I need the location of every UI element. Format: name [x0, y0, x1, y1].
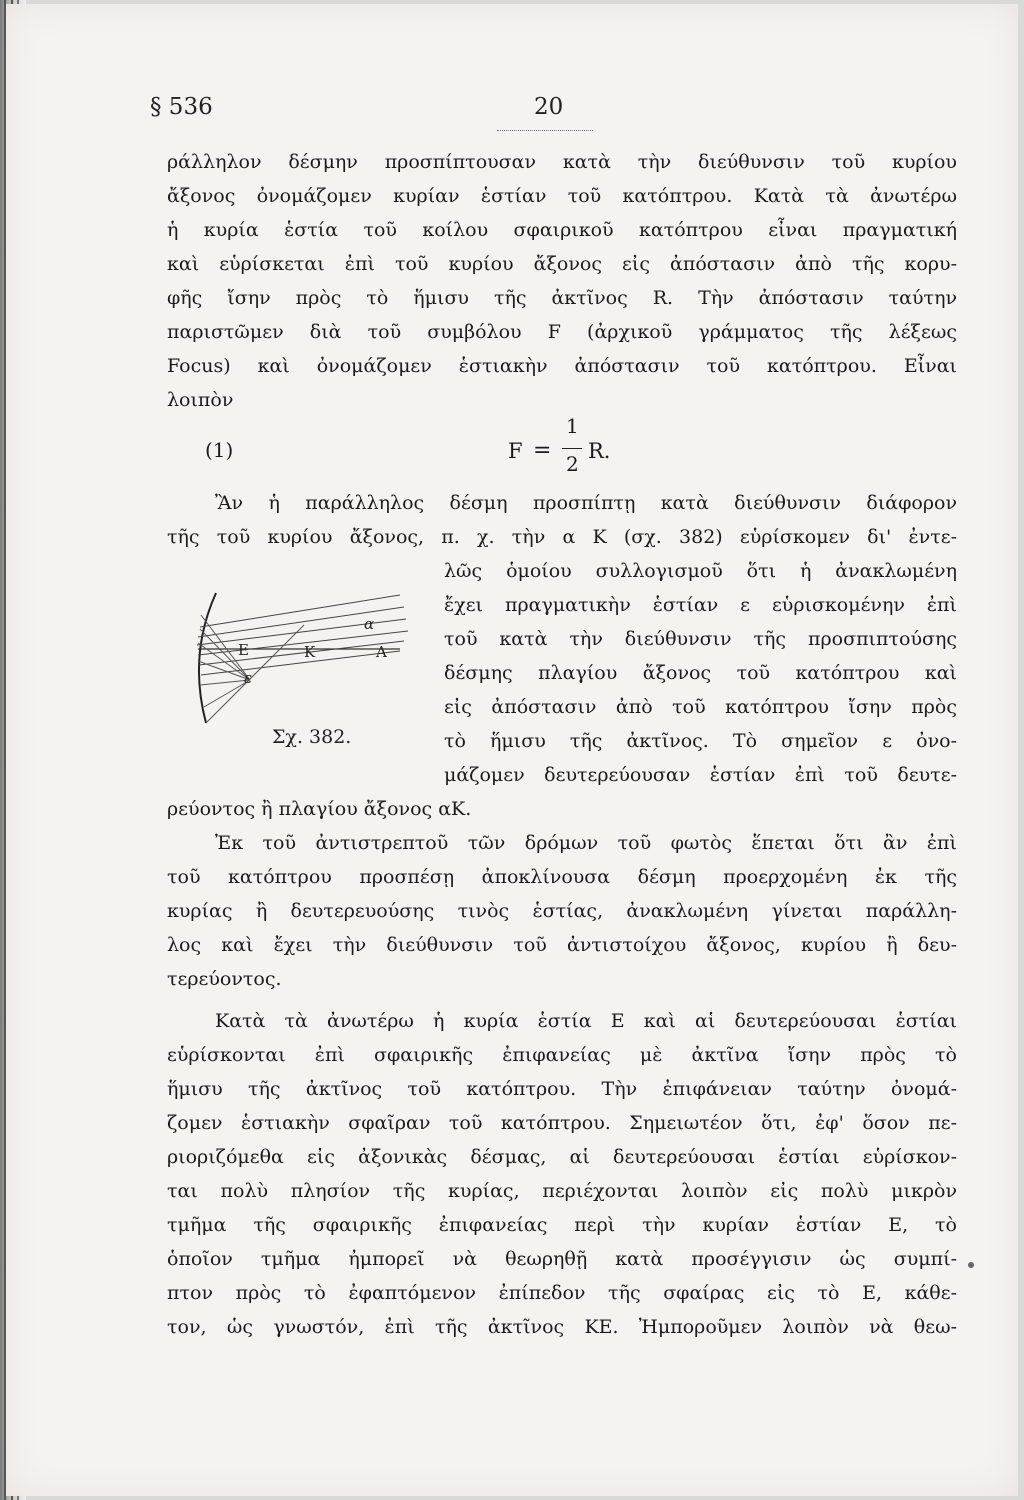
text-line: Ἐκ τοῦ ἀντιστρεπτοῦ τῶν δρόμων τοῦ φωτὸς ἕπεται ὅτι ἂν ἐπὶ: [215, 832, 957, 854]
text-line: τερεύοντος.: [167, 968, 282, 990]
text-line: ρεύοντος ἢ πλαγίου ἄξονος αΚ.: [167, 798, 472, 820]
fraction-denominator: 2: [566, 452, 579, 476]
text-line: εἰς ἀπόστασιν ἀπὸ τοῦ κατόπτρου ἴσην πρὸς: [444, 696, 957, 718]
secondary-axis: [206, 625, 304, 723]
text-line: μάζομεν δευτερεύουσαν ἑστίαν ἐπὶ τοῦ δευτε-: [444, 764, 957, 786]
section-number: § 536: [150, 94, 213, 120]
text-line: τον, ὡς γνωστόν, ἐπὶ τῆς ἀκτῖνος ΚΕ. Ἠμποροῦμεν λοιπὸν νὰ θεω-: [167, 1316, 957, 1338]
equation-lhs: F: [508, 439, 523, 463]
mirror-figure: [186, 585, 422, 735]
text-line: καὶ εὑρίσκεται ἐπὶ τοῦ κυρίου ἄξονος εἰς ἀπόστασιν ἀπὸ τῆς κορυ-: [167, 253, 957, 275]
text-line: δέσμης πλαγίου ἄξονος τοῦ κατόπτρου καὶ: [444, 662, 957, 684]
text-line: τοῦ κατόπτρου προσπέσῃ ἀποκλίνουσα δέσμη προερχομένη ἐκ τῆς: [167, 866, 957, 888]
figure-caption: Σχ. 382.: [272, 726, 352, 748]
text-line: Ἂν ἡ παράλληλος δέσμη προσπίπτῃ κατὰ διεύθυνσιν διάφορον: [215, 492, 957, 514]
page-header: [0, 94, 1024, 134]
text-line: Κατὰ τὰ ἀνωτέρω ἡ κυρία ἑστία Ε καὶ αἱ δευτερεύουσαι ἑστίαι: [215, 1010, 957, 1032]
text-line: τὸ ἥμισυ τῆς ἀκτῖνος. Τὸ σημεῖον ε ὀνο-: [444, 730, 957, 752]
concave-mirror-arc: [199, 593, 216, 723]
text-line: ἔχει πραγματικὴν ἑστίαν ε εὑρισκομένην ἐπὶ: [444, 594, 957, 616]
label-alpha: α: [364, 615, 375, 633]
text-line: λος καὶ ἔχει τὴν διεύθυνσιν τοῦ ἀντιστοίχου ἄξονος, κυρίου ἢ δευ-: [167, 934, 957, 956]
equation-rhs: R.: [588, 439, 611, 463]
fraction-bar: [562, 448, 582, 449]
text-line: φῆς ἴσην πρὸς τὸ ἥμισυ τῆς ἀκτῖνος R. Τὴν ἀπόστασιν ταύτην: [167, 287, 957, 309]
text-line: ζομεν ἑστιακὴν σφαῖραν τοῦ κατόπτρου. Σημειωτέον ὅτι, ἐφ' ὅσον πε-: [167, 1112, 957, 1134]
text-line: τῆς τοῦ κυρίου ἄξονος, π. χ. τὴν α Κ (σχ. 382) εὑρίσκομεν δι' ἐντε-: [167, 526, 957, 548]
label-K: K: [304, 643, 316, 661]
text-line: εὑρίσκονται ἐπὶ σφαιρικῆς ἐπιφανείας μὲ ἀκτῖνα ἴσην πρὸς τὸ: [167, 1044, 957, 1066]
page-number: 20: [534, 94, 564, 120]
label-epsilon: ε: [244, 669, 253, 687]
text-line: πτον πρὸς τὸ ἐφαπτόμενον ἐπίπεδον τῆς σφαίρας εἰς τὸ Ε, κάθε-: [167, 1282, 957, 1304]
text-line: τοῦ κατὰ τὴν διεύθυνσιν τῆς προσπιπτούσης: [444, 628, 957, 650]
text-line: ἄξονος ὀνομάζομεν κυρίαν ἑστίαν τοῦ κατόπτρου. Κατὰ τὰ ἀνωτέρω: [167, 185, 957, 207]
text-line: τμῆμα τῆς σφαιρικῆς ἐπιφανείας περὶ τὴν κυρίαν ἑστίαν Ε, τὸ: [167, 1214, 957, 1236]
text-line: ράλληλον δέσμην προσπίπτουσαν κατὰ τὴν διεύθυνσιν τοῦ κυρίου: [167, 151, 957, 173]
text-line: ἥμισυ τῆς ἀκτῖνος τοῦ κατόπτρου. Τὴν ἐπιφάνειαν ταύτην ὀνομά-: [167, 1078, 957, 1100]
text-line: λοιπὸν: [167, 389, 234, 411]
text-line: λῶς ὁμοίου συλλογισμοῦ ὅτι ἡ ἀνακλωμένη: [444, 560, 957, 582]
text-line: κυρίας ἢ δευτερευούσης τινὸς ἑστίας, ἀνακλωμένη γίνεται παράλλη-: [167, 900, 957, 922]
text-line: ὁποῖον τμῆμα ἠμπορεῖ νὰ θεωρηθῇ κατὰ προσέγγισιν ὡς συμπί-: [167, 1248, 957, 1270]
page-number-rule: [497, 130, 593, 131]
text-line: ἡ κυρία ἑστία τοῦ κοίλου σφαιρικοῦ κατόπτρου εἶναι πραγματική: [167, 219, 957, 241]
focal-length-equation: [508, 412, 668, 482]
text-line: Focus) καὶ ὀνομάζομεν ἑστιακὴν ἀπόστασιν τοῦ κατόπτρου. Εἶναι: [167, 355, 957, 377]
equation-number: (1): [205, 438, 234, 462]
text-line: παριστῶμεν διὰ τοῦ συμβόλου F (ἀρχικοῦ γράμματος τῆς λέξεως: [167, 321, 957, 343]
reflected-rays: [198, 615, 253, 707]
text-line: ριοριζόμεθα εἰς ἀξονικὰς δέσμας, αἱ δευτερεύουσαι ἑστίαι εὑρίσκον-: [167, 1146, 957, 1168]
label-E: E: [238, 641, 249, 659]
label-A: A: [376, 643, 387, 661]
text-line: ται πολὺ πλησίον τῆς κυρίας, περιέχονται λοιπὸν εἰς πολὺ μικρὸν: [167, 1180, 957, 1202]
scan-speck: [968, 1262, 974, 1268]
equation-equals: =: [533, 438, 552, 463]
incident-rays: [197, 595, 408, 675]
fraction-numerator: 1: [566, 414, 579, 438]
